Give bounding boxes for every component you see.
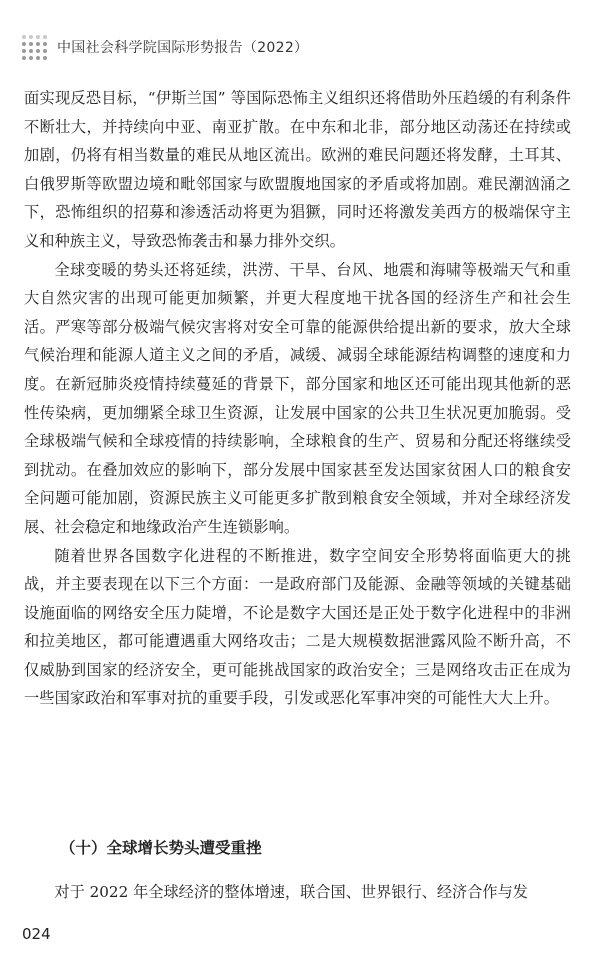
paragraph: 对于 2022 年全球经济的整体增速，联合国、世界银行、经济合作与发 xyxy=(54,883,528,901)
dot-grid-logo xyxy=(22,35,47,60)
paragraph: 全球变暖的势头还将延续，洪涝、干旱、台风、地震和海啸等极端天气和重大自然灾害的出现可能更加频繁，并更大程度地干扰各国的经济生产和社会生活。严寒等部分极端气候灾害将对安全可靠的能源供给提出新的要求，放大全球气候治理和能源人道主义之间的矛盾，减缓、减弱全球能源结构调整的速度和力度。在新冠肺炎疫情持续蔓延的背景下，部分国家和地区还可能出现其他新的恶性传染病，更加绷紧全球卫生资源，让发展中国家的公共卫生状况更加脆弱。受全球极端气候和全球疫情的持续影响，全球粮食的生产、贸易和分配还将继续受到扰动。在叠加效应的影响下，部分发展中国家甚至发达国家贫困人口的粮食安全问题可能加剧，资源民族主义可能更多扩散到粮食安全领域，并对全球经济发展、社会稳定和地缘政治产生连锁影响。 xyxy=(24,260,571,536)
running-header xyxy=(22,30,308,64)
page-number: 024 xyxy=(22,925,51,943)
section-heading: （十）全球增长势头遭受重挫 xyxy=(60,839,262,857)
running-title: 中国社会科学院国际形势报告（2022） xyxy=(57,40,309,56)
paragraph: 面实现反恐目标，“伊斯兰国” 等国际恐怖主义组织还将借助外压趋缓的有利条件不断壮大，并持续向中亚、南亚扩散。在中东和北非，部分地区动荡还在持续或加剧，仍将有相当数量的难民从地区流出。欧洲的难民问题还将发酵，土耳其、白俄罗斯等欧盟边境和毗邻国家与欧盟腹地国家的矛盾或将加剧。难民潮汹涌之下，恐怖组织的招募和渗透活动将更为猖獗，同时还将激发美西方的极端保守主义和种族主义，导致恐怖袭击和暴力排外交织。 xyxy=(24,89,571,250)
body-text xyxy=(24,84,571,713)
paragraph: 随着世界各国数字化进程的不断推进，数字空间安全形势将面临更大的挑战，并主要表现在以下三个方面：一是政府部门及能源、金融等领域的关键基础设施面临的网络安全压力陡增，不论是数字大国还是正处于数字化进程中的非洲和拉美地区，都可能遭遇重大网络攻击；二是大规模数据泄露风险不断升高，不仅威胁到国家的经济安全，更可能挑战国家的政治安全；三是网络攻击正在成为一些国家政治和军事对抗的重要手段，引发或恶化军事冲突的可能性大大上升。 xyxy=(24,546,571,708)
